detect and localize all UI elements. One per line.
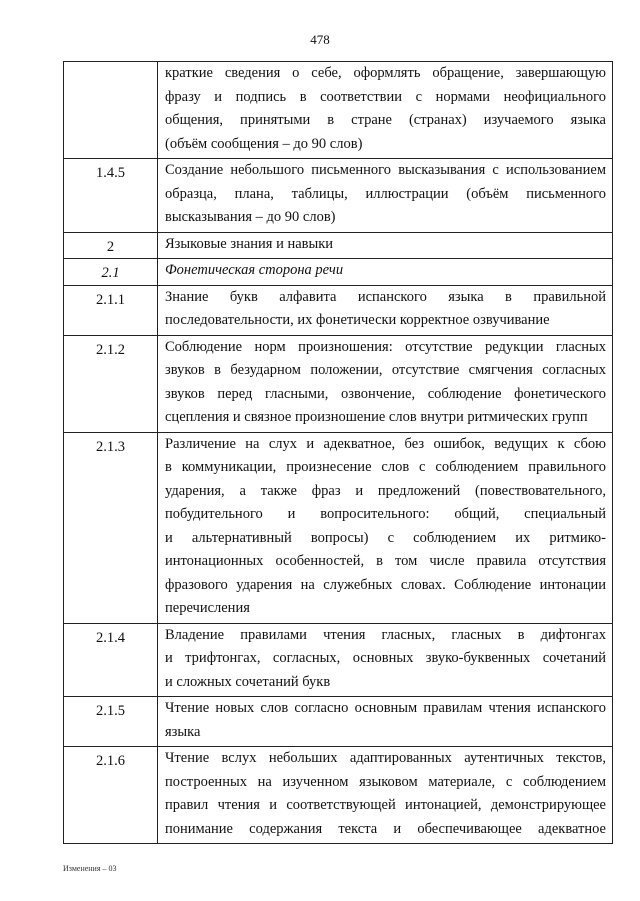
row-number: 1.4.5 [64, 159, 158, 233]
text-line: Различение на слух и адекватное, без ошибок, ведущих к сбою [165, 435, 606, 452]
row-text [158, 432, 613, 623]
row-number: 2.1.3 [64, 432, 158, 623]
text-line: правил чтения и соответствующей интонацией, демонстрирующее [165, 797, 606, 813]
text-line: высказывания – до 90 слов) [165, 209, 336, 225]
text-line: фразового ударения на служебных словах. Соблюдение интонации [165, 576, 606, 593]
row-text [158, 623, 613, 697]
table-row [64, 432, 613, 623]
row-text [158, 259, 613, 286]
text-line: звуков перед гласными, озвончение, соблюдение фонетического [165, 385, 606, 402]
table-row [64, 285, 613, 335]
table-row [64, 232, 613, 259]
row-number: 2.1 [64, 259, 158, 286]
row-text [158, 232, 613, 259]
text-line: ударения, а также фраз и предложений (повествовательного, [165, 482, 606, 499]
row-text [158, 285, 613, 335]
text-line: (объём сообщения – до 90 слов) [165, 135, 363, 152]
text-line: Фонетическая сторона речи [165, 262, 344, 278]
text-line: и альтернативный вопросы) с соблюдением их ритмико- [165, 529, 606, 546]
text-line: краткие сведения о себе, оформлять обращение, завершающую [165, 65, 606, 81]
table-row [64, 259, 613, 286]
text-line: сцепления и связное произношение слов внутри ритмических групп [165, 409, 588, 425]
row-number: 2.1.1 [64, 285, 158, 335]
row-number: 2.1.5 [64, 697, 158, 747]
row-text [158, 697, 613, 747]
table-row [64, 747, 613, 844]
row-number: 2.1.2 [64, 335, 158, 432]
table-row [64, 62, 613, 159]
table-row [64, 697, 613, 747]
row-number: 2 [64, 232, 158, 259]
text-line: Чтение новых слов согласно основным правилам чтения испанского [165, 700, 606, 716]
row-text [158, 747, 613, 844]
row-text [158, 335, 613, 432]
text-line: Языковые знания и навыки [165, 235, 334, 252]
table-row [64, 159, 613, 233]
text-line: Чтение вслух небольших адаптированных аутентичных текстов, [165, 750, 606, 766]
text-line: языка [165, 723, 201, 740]
text-line: понимание содержания текста и обеспечивающее адекватное [165, 820, 606, 837]
text-line: в коммуникации, произнесение слов с соблюдением правильного [165, 459, 606, 475]
text-line: побудительного и вопросительного: общий, специальный [165, 506, 606, 522]
table-row [64, 335, 613, 432]
text-line: интонационных особенностей, в том числе правила отсутствия [165, 553, 606, 569]
row-number: 2.1.4 [64, 623, 158, 697]
text-line: звуков в безударном положении, отсутствие смягчения согласных [165, 362, 606, 378]
text-line: построенных на изученном языковом материале, с соблюдением [165, 773, 606, 790]
row-text [158, 62, 613, 159]
text-line: Создание небольшого письменного высказывания с использованием [165, 162, 606, 178]
text-line: общения, принятыми в стране (странах) изучаемого языка [165, 112, 606, 128]
row-number [64, 62, 158, 159]
table-row [64, 623, 613, 697]
text-line: Соблюдение норм произношения: отсутствие редукции гласных [165, 338, 606, 355]
content-table [63, 61, 613, 844]
row-number: 2.1.6 [64, 747, 158, 844]
row-text [158, 159, 613, 233]
text-line: последовательности, их фонетически корректное озвучивание [165, 312, 550, 328]
text-line: Знание букв алфавита испанского языка в правильной [165, 288, 606, 305]
text-line: образца, плана, таблицы, иллюстрации (объём письменного [165, 185, 606, 202]
text-line: фразу и подпись в соответствии с нормами неофициального [165, 88, 606, 105]
footer-revision-note: Изменения – 03 [63, 864, 117, 873]
text-line: и сложных сочетаний букв [165, 673, 331, 690]
text-line: и трифтонгах, согласных, основных звуко-буквенных сочетаний [165, 650, 606, 666]
text-line: перечисления [165, 600, 250, 616]
text-line: Владение правилами чтения гласных, гласных в дифтонгах [165, 626, 606, 643]
page-number: 478 [310, 32, 330, 47]
